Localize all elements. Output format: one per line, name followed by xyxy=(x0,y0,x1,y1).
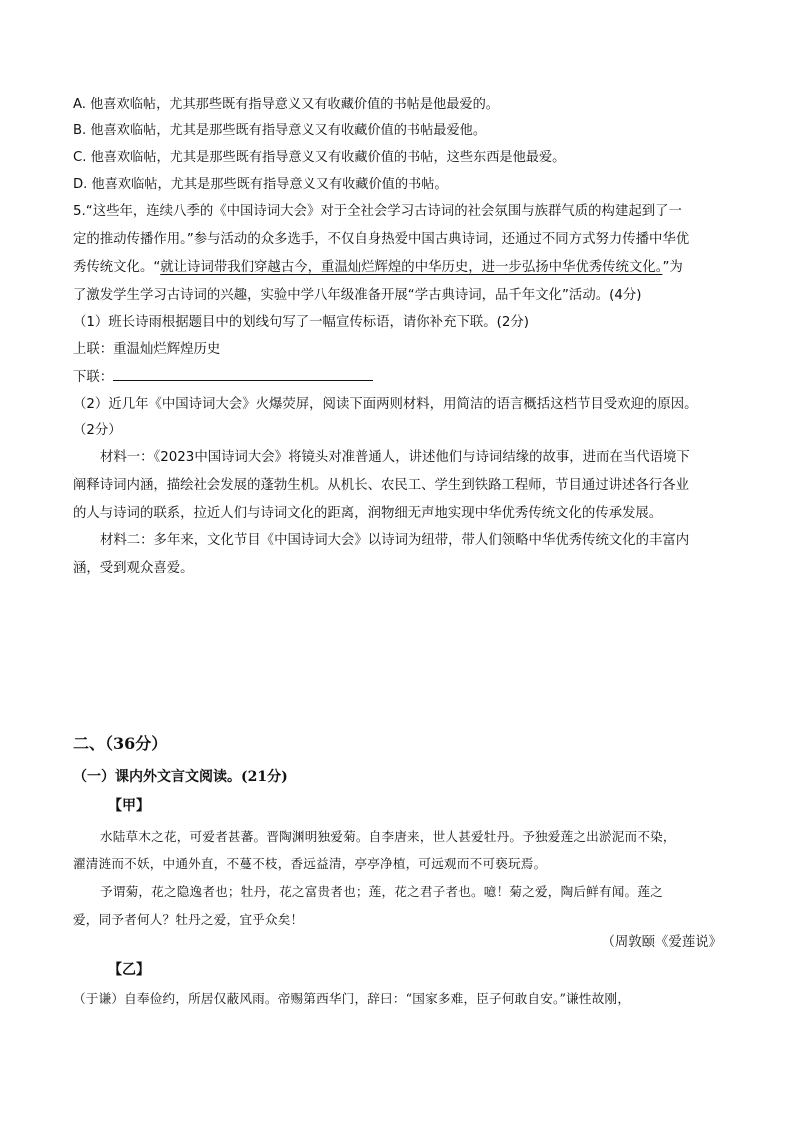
passage-jia-p1-line-2: 濯清涟而不妖，中通外直，不蔓不枝，香远益清，亭亭净植，可远观而不可亵玩焉。 xyxy=(73,856,547,871)
passage-jia-p2-line-1: 予谓菊，花之隐逸者也；牡丹，花之富贵者也；莲，花之君子者也。噫！菊之爱，陶后鲜有闻。莲之 xyxy=(100,884,663,899)
section-2-title: 二、（36分） xyxy=(73,734,168,753)
passage-jia-source: （周敦颐《爱莲说》 xyxy=(601,935,722,950)
question-5-line-2: 定的推动传播作用。”参与活动的众多选手，不仅自身热爱中国古典诗词，还通过不同方式努力传播中华优 xyxy=(73,232,690,247)
sub-question-2-line-1: （2）近几年《中国诗词大会》火爆荧屏，阅读下面两则材料，用简洁的语言概括这档节目受欢迎的原因。 xyxy=(73,397,698,412)
option-b: B. 他喜欢临帖，尤其是那些既有指导意义又有收藏价值的书帖最爱他。 xyxy=(73,123,487,138)
question-5-line-3 xyxy=(73,259,683,277)
answer-blank[interactable] xyxy=(113,368,373,381)
question-5-line-4: 了激发学生学习古诗词的兴趣，实验中学八年级准备开展“学古典诗词，品千年文化”活动。(4分) xyxy=(73,288,642,303)
option-c: C. 他喜欢临帖，尤其是那些既有指导意义又有收藏价值的书帖，这些东西是他最爱。 xyxy=(73,150,566,165)
material-2-line-2: 涵，受到观众喜爱。 xyxy=(73,561,194,576)
material-1-line-1: 材料一：《2023中国诗词大会》将镜头对准普通人，讲述他们与诗词结缘的故事，进而在当代语境下 xyxy=(100,450,690,465)
material-2-line-1: 材料二：多年来，文化节目《中国诗词大会》以诗词为纽带，带人们领略中华优秀传统文化的丰富内 xyxy=(100,533,690,548)
section-2-subheading: （一）课内外文言文阅读。(21分) xyxy=(73,769,288,785)
lower-couplet xyxy=(73,368,373,387)
material-1-line-2: 阐释诗词内涵，描绘社会发展的蓬勃生机。从机长、农民工、学生到铁路工程师，节目通过讲述各行各业 xyxy=(73,478,689,493)
material-1-line-3: 的人与诗词的联系，拉近人们与诗词文化的距离，润物细无声地实现中华优秀传统文化的传承发展。 xyxy=(73,506,663,521)
question-5-line-1: 5.“这些年，连续八季的《中国诗词大会》对于全社会学习古诗词的社会氛围与族群气质的构建起到了一 xyxy=(73,204,682,219)
passage-jia-p1-line-1: 水陆草木之花，可爱者甚蕃。晋陶渊明独爱菊。自李唐来，世人甚爱牡丹。予独爱莲之出淤泥而不染， xyxy=(100,829,676,844)
upper-couplet: 上联：重温灿烂辉煌历史 xyxy=(73,342,221,357)
passage-jia-p2-line-2: 爱，同予者何人？牡丹之爱，宜乎众矣！ xyxy=(73,912,304,927)
quote-close: ”为 xyxy=(662,260,683,275)
option-a: A. 他喜欢临帖，尤其那些既有指导意义又有收藏价值的书帖是他最爱的。 xyxy=(73,97,499,112)
passage-jia-tag: 【甲】 xyxy=(108,798,150,814)
sub-question-2-line-2: （2分） xyxy=(73,423,122,438)
underlined-sentence: 就让诗词带我们穿越古今，重温灿烂辉煌的中华历史，进一步弘扬中华优秀传统文化。 xyxy=(160,260,663,275)
lower-couplet-label: 下联： xyxy=(73,370,114,385)
sub-question-1: （1）班长诗雨根据题目中的划线句写了一幅宣传标语，请你补充下联。(2分) xyxy=(73,315,529,330)
option-d: D. 他喜欢临帖，尤其是那些既有指导意义又有收藏价值的书帖。 xyxy=(73,177,448,192)
quote-open: 秀传统文化。“ xyxy=(73,260,161,275)
passage-yi-tag: 【乙】 xyxy=(108,962,150,978)
passage-yi-line-1: （于谦）自奉俭约，所居仅蔽风雨。帝赐第西华门，辞曰：“国家多难，臣子何敢自安。”谦性故刚， xyxy=(73,991,631,1006)
